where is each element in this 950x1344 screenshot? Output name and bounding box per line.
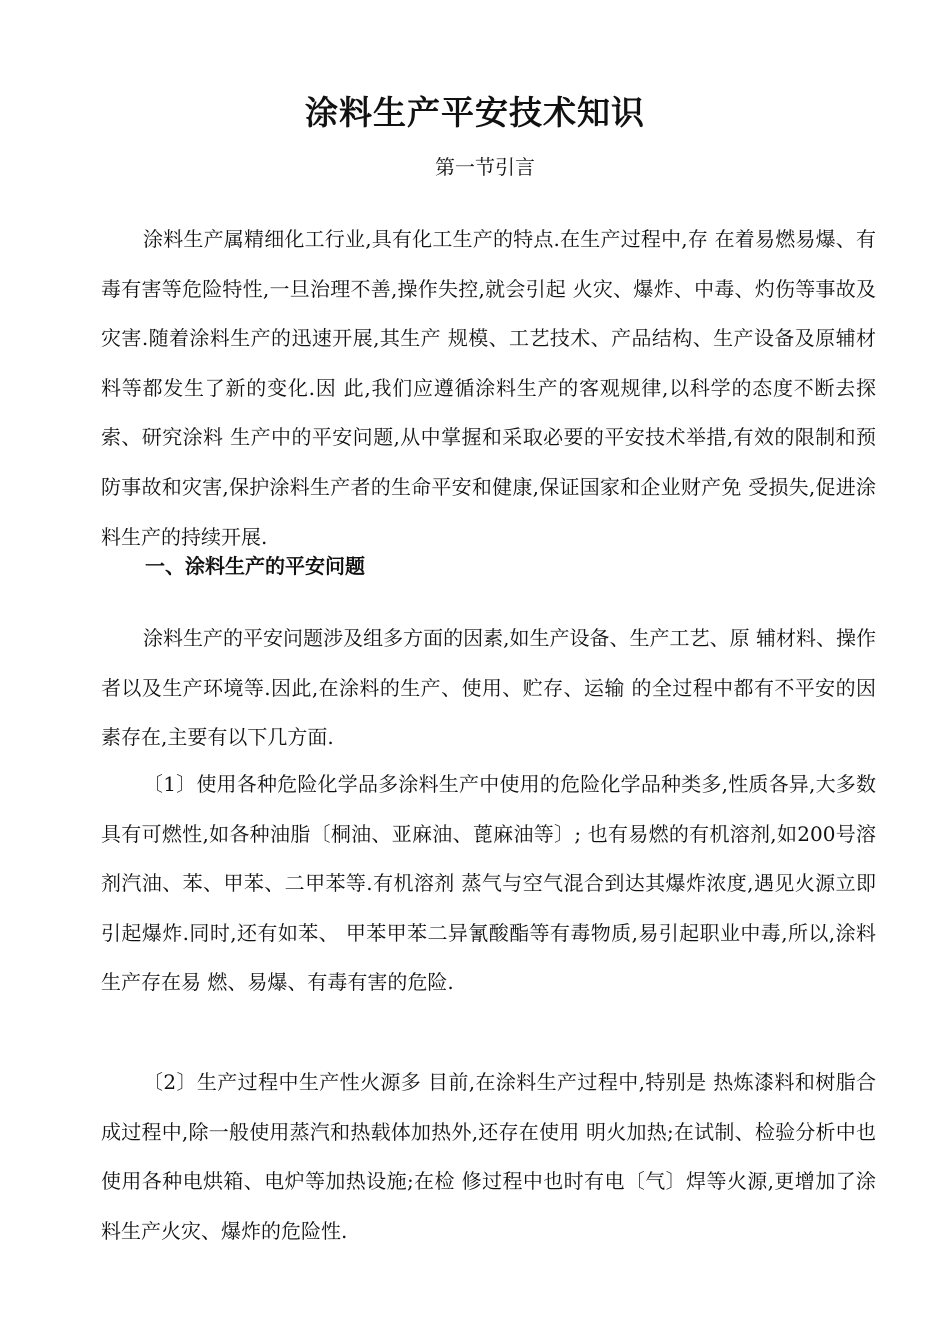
section-subtitle: 第一节引言	[435, 155, 535, 179]
paragraph-safety-factors: 涂料生产的平安问题涉及组多方面的因素,如生产设备、生产工艺、原 辅材料、操作者以及生产环境等.因此,在涂料的生产、使用、贮存、运输 的全过程中都有不平安的因素存在,主要有以下几方面.	[101, 626, 876, 750]
paragraph-fire-sources: 〔2〕生产过程中生产性火源多 目前,在涂料生产过程中,特别是 热炼漆料和树脂合成过程中,除一般使用蒸汽和热载体加热外,还存在使用 明火加热;在试制、检验分析中也使用各种电烘箱、电炉等加热设施;在检 修过程中也时有电〔气〕焊等火源,更增加了涂料生产火灾、爆炸的危险性.	[101, 1070, 876, 1243]
paragraph-hazardous-chemicals: 〔1〕使用各种危险化学品多涂料生产中使用的危险化学品种类多,性质各异,大多数具有可燃性,如各种油脂〔桐油、亚麻油、蓖麻油等〕; 也有易燃的有机溶剂,如200号溶剂汽油、苯、甲苯、二甲苯等.有机溶剂 蒸气与空气混合到达其爆炸浓度,遇见火源立即引起爆炸.同时,还有如苯、 甲苯甲苯二异氰酸酯等有毒物质,易引起职业中毒,所以,涂料生产存在易 燃、易爆、有毒有害的危险.	[101, 772, 876, 995]
section-heading: 一、涂料生产的平安问题	[145, 554, 365, 578]
document-title: 涂料生产平安技术知识	[305, 93, 645, 132]
paragraph-introduction: 涂料生产属精细化工行业,具有化工生产的特点.在生产过程中,存 在着易燃易爆、有毒有害等危险特性,一旦治理不善,操作失控,就会引起 火灾、爆炸、中毒、灼伤等事故及灾害.随着涂料生产的迅速开展,其生产 规模、工艺技术、产品结构、生产设备及原辅材料等都发生了新的变化.因 此,我们应遵循涂料生产的客观规律,以科学的态度不断去探索、研究涂料 生产中的平安问题,从中掌握和采取必要的平安技术举措,有效的限制和预 防事故和灾害,保护涂料生产者的生命平安和健康,保证国家和企业财产免 受损失,促进涂料生产的持续开展.	[101, 227, 876, 549]
